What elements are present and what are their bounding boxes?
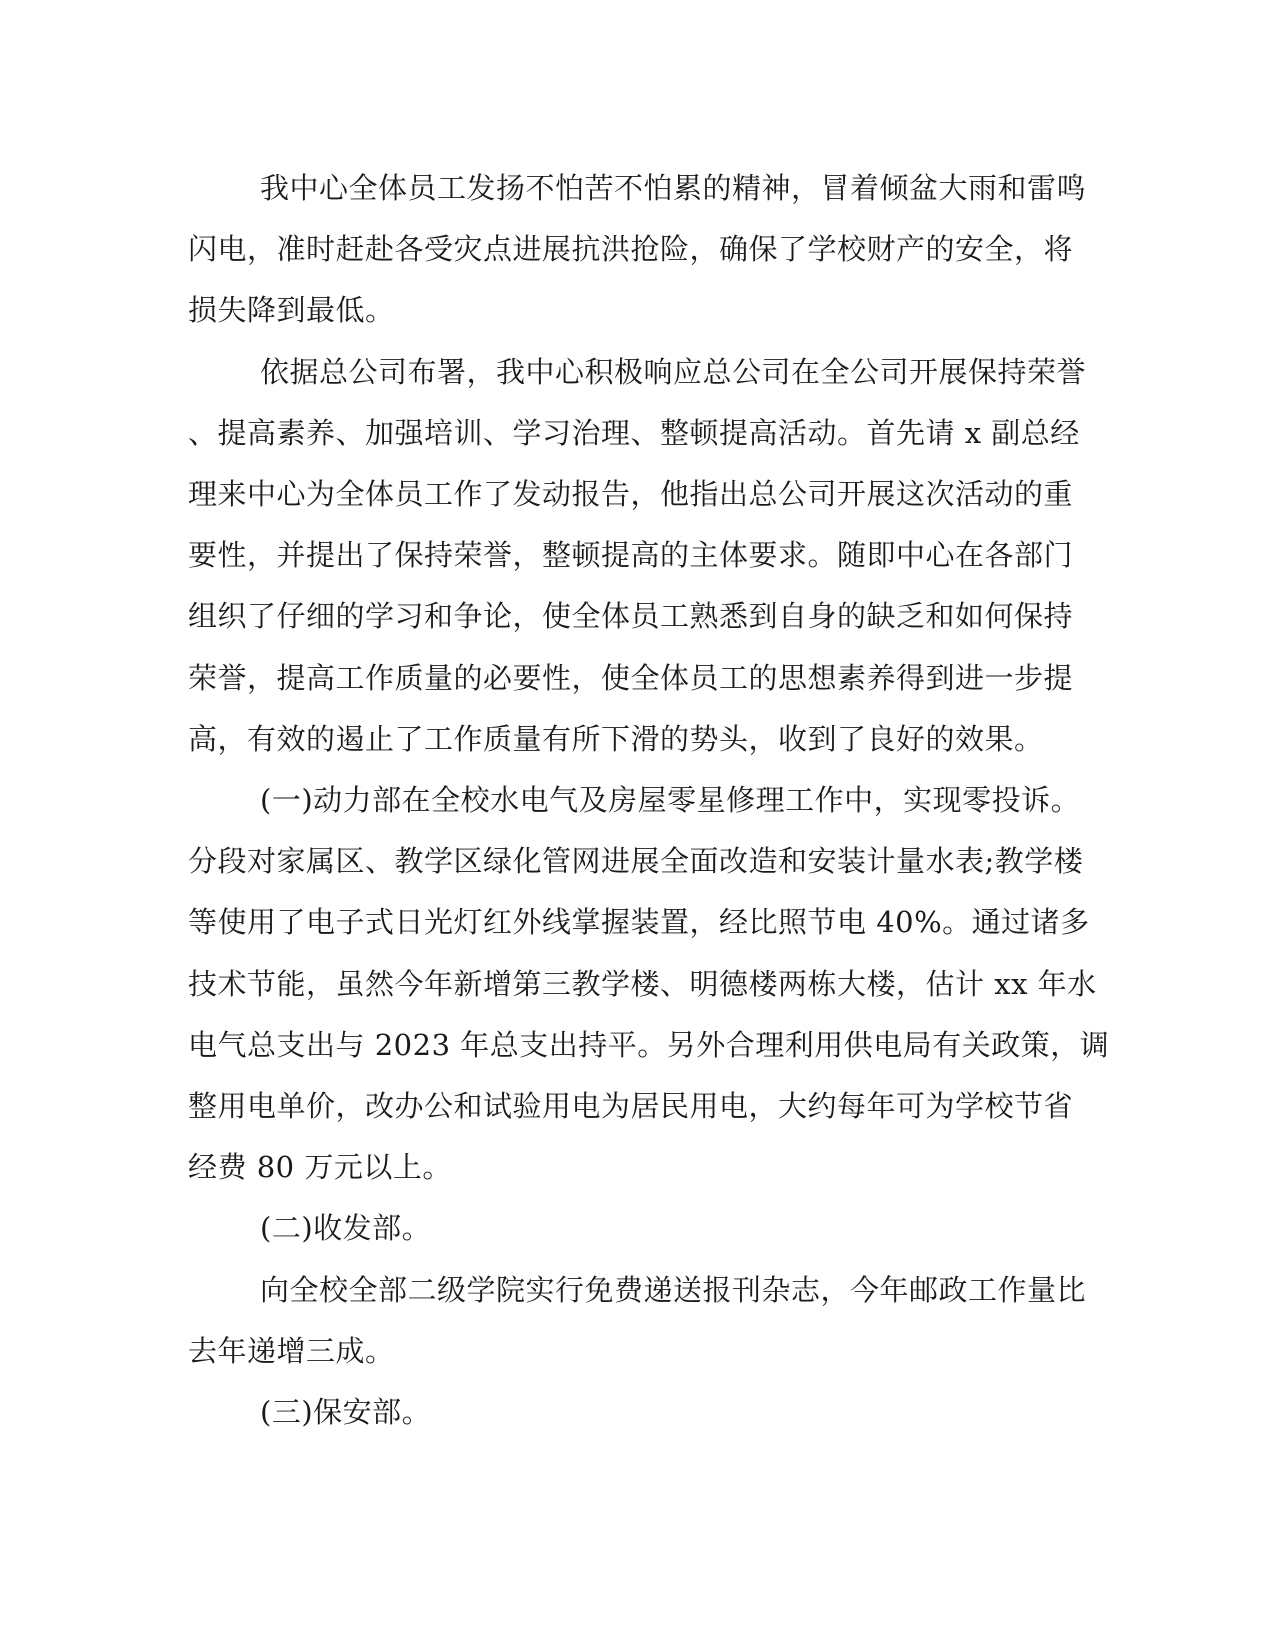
text-line: 高，有效的遏止了工作质量有所下滑的势头，收到了良好的效果。: [188, 721, 1044, 756]
text-line: 电气总支出与 2023 年总支出持平。另外合理利用供电局有关政策，调: [188, 1027, 1110, 1062]
text-line: 我中心全体员工发扬不怕苦不怕累的精神，冒着倾盆大雨和雷鸣: [260, 171, 1087, 205]
document-body: [188, 158, 1110, 1443]
text-line: 等使用了电子式日光灯红外线掌握装置，经比照节电 40%。通过诸多: [188, 905, 1090, 940]
text-line: 要性，并提出了保持荣誉，整顿提高的主体要求。随即中心在各部门: [188, 538, 1074, 573]
text-line: 经费 80 万元以上。: [188, 1150, 452, 1185]
text-line: 损失降到最低。: [188, 293, 395, 328]
section-heading-security-department: [188, 1382, 1068, 1443]
paragraph-flood-relief: [188, 158, 1087, 342]
text-line: 向全校全部二级学院实行免费递送报刊杂志，今年邮政工作量比: [260, 1272, 1087, 1307]
text-line: 组织了仔细的学习和争论，使全体员工熟悉到自身的缺乏和如何保持: [188, 599, 1074, 634]
text-line: 理来中心为全体员工作了发动报告，他指出总公司开展这次活动的重: [188, 477, 1074, 512]
text-line: 荣誉，提高工作质量的必要性，使全体员工的思想素养得到进一步提: [188, 660, 1074, 695]
text-line: (三)保安部。: [260, 1395, 432, 1430]
text-line: 分段对家属区、教学区绿化管网进展全面改造和安装计量水表;教学楼: [188, 844, 1084, 879]
section-heading-mail-department: [188, 1198, 1068, 1259]
text-line: 、提高素养、加强培训、学习治理、整顿提高活动。首先请 x 副总经: [188, 415, 1080, 450]
text-line: 整用电单价，改办公和试验用电为居民用电，大约每年可为学校节省: [188, 1089, 1074, 1124]
text-line: (二)收发部。: [260, 1211, 432, 1246]
text-line: 依据总公司布署，我中心积极响应总公司在全公司开展保持荣誉: [260, 354, 1087, 389]
paragraph-honor-campaign: [188, 342, 1087, 770]
text-line: 技术节能，虽然今年新增第三教学楼、明德楼两栋大楼，估计 xx 年水: [188, 966, 1097, 1001]
text-line: 去年递增三成。: [188, 1333, 395, 1368]
text-line: (一)动力部在全校水电气及房屋零星修理工作中，实现零投诉。: [260, 783, 1081, 818]
paragraph-mail-delivery: [188, 1260, 1087, 1382]
paragraph-power-department: [188, 770, 1110, 1198]
text-line: 闪电，准时赶赴各受灾点进展抗洪抢险，确保了学校财产的安全，将: [188, 232, 1074, 267]
